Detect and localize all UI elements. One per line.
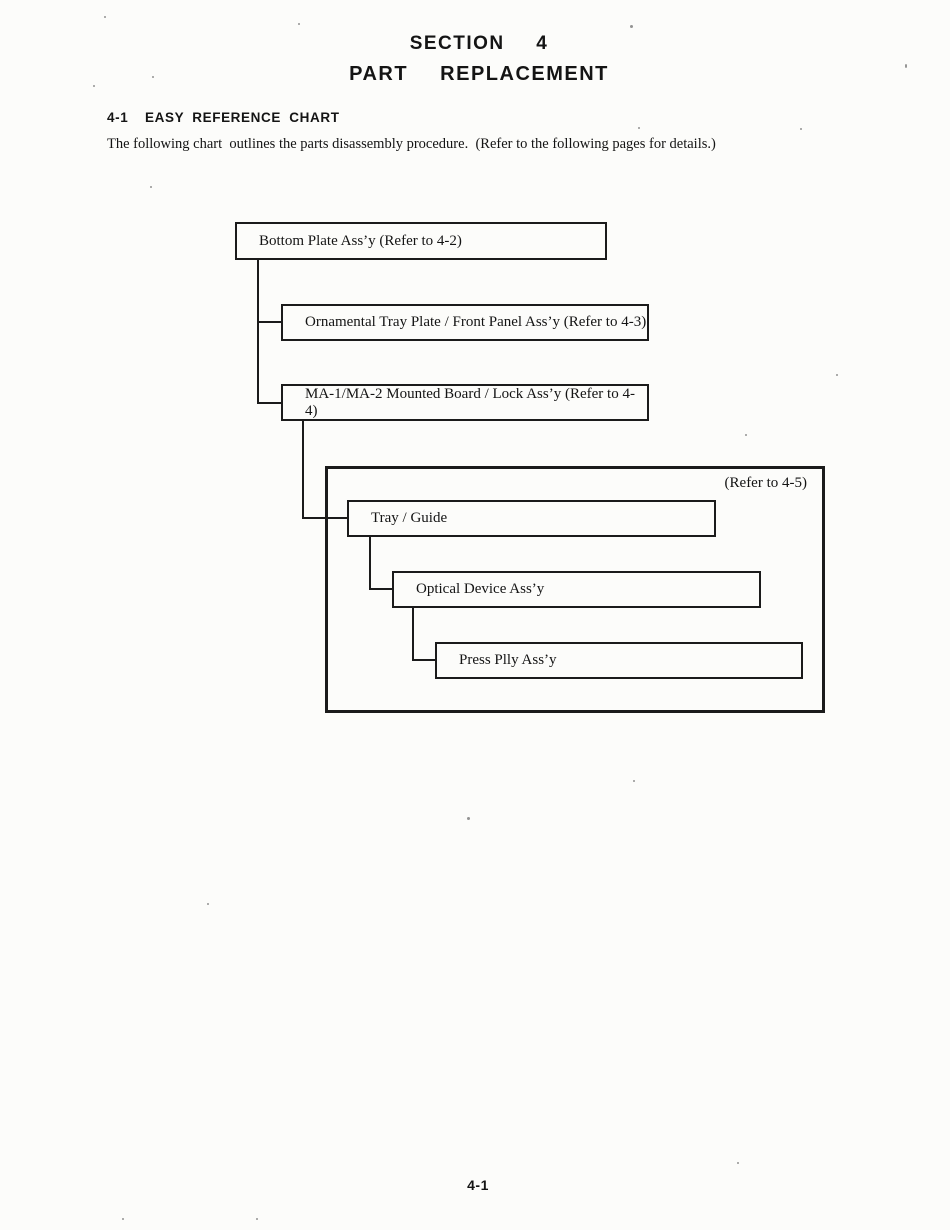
connector-vertical-from-tray-guide bbox=[369, 537, 371, 590]
flow-box-label: Ornamental Tray Plate / Front Panel Ass’y (Refer to 4-3) bbox=[305, 314, 647, 330]
connector-vertical-from-optical-device bbox=[412, 608, 414, 661]
flow-box-bottom-plate bbox=[235, 222, 607, 260]
scan-speckle bbox=[905, 64, 907, 68]
connector-vertical-from-ma-board bbox=[302, 421, 304, 519]
connector-vertical-from-bottom-plate bbox=[257, 259, 259, 404]
scan-speckle bbox=[93, 85, 95, 87]
scan-speckle bbox=[836, 374, 838, 376]
scan-speckle bbox=[737, 1162, 739, 1164]
scan-speckle bbox=[630, 25, 633, 28]
scan-speckle bbox=[207, 903, 209, 905]
flow-box-optical-device bbox=[392, 571, 761, 608]
section-subtitle: PART REPLACEMENT bbox=[349, 63, 609, 85]
flow-box-label: Press Plly Ass’y bbox=[459, 652, 557, 668]
flow-box-ma-board bbox=[281, 384, 649, 421]
scan-speckle bbox=[152, 76, 154, 78]
intro-text: The following chart outlines the parts disassembly procedure. (Refer to the following pages for details.) bbox=[107, 136, 716, 152]
flow-box-tray-guide bbox=[347, 500, 716, 537]
refer-4-5-label: (Refer to 4-5) bbox=[724, 475, 807, 491]
flow-box-label: Optical Device Ass’y bbox=[416, 581, 545, 597]
flow-box-label: MA-1/MA-2 Mounted Board / Lock Ass’y (Refer to 4-4) bbox=[305, 385, 635, 419]
scan-speckle bbox=[638, 127, 640, 129]
page-number: 4-1 bbox=[467, 1177, 489, 1193]
scan-speckle bbox=[104, 16, 106, 18]
scan-speckle bbox=[298, 23, 300, 25]
connector-branch-to-press-plly bbox=[412, 659, 437, 661]
flow-box-ornamental-tray bbox=[281, 304, 649, 341]
connector-branch-to-ma-board bbox=[257, 402, 283, 404]
scan-speckle bbox=[633, 780, 635, 782]
scan-speckle bbox=[745, 434, 747, 436]
subsection-heading: 4-1 EASY REFERENCE CHART bbox=[107, 110, 340, 125]
connector-branch-to-ornamental-tray bbox=[257, 321, 283, 323]
flow-box-press-plly bbox=[435, 642, 803, 679]
scan-speckle bbox=[122, 1218, 124, 1220]
scan-speckle bbox=[800, 128, 802, 130]
scan-speckle bbox=[467, 817, 470, 820]
flow-box-label: Bottom Plate Ass’y (Refer to 4-2) bbox=[259, 232, 462, 249]
flow-box-label: Tray / Guide bbox=[371, 510, 448, 526]
connector-branch-to-optical-device bbox=[369, 588, 394, 590]
scan-speckle bbox=[256, 1218, 258, 1220]
connector-branch-to-tray-guide bbox=[302, 517, 349, 519]
section-title: SECTION 4 bbox=[409, 33, 549, 54]
scan-speckle bbox=[150, 186, 152, 188]
